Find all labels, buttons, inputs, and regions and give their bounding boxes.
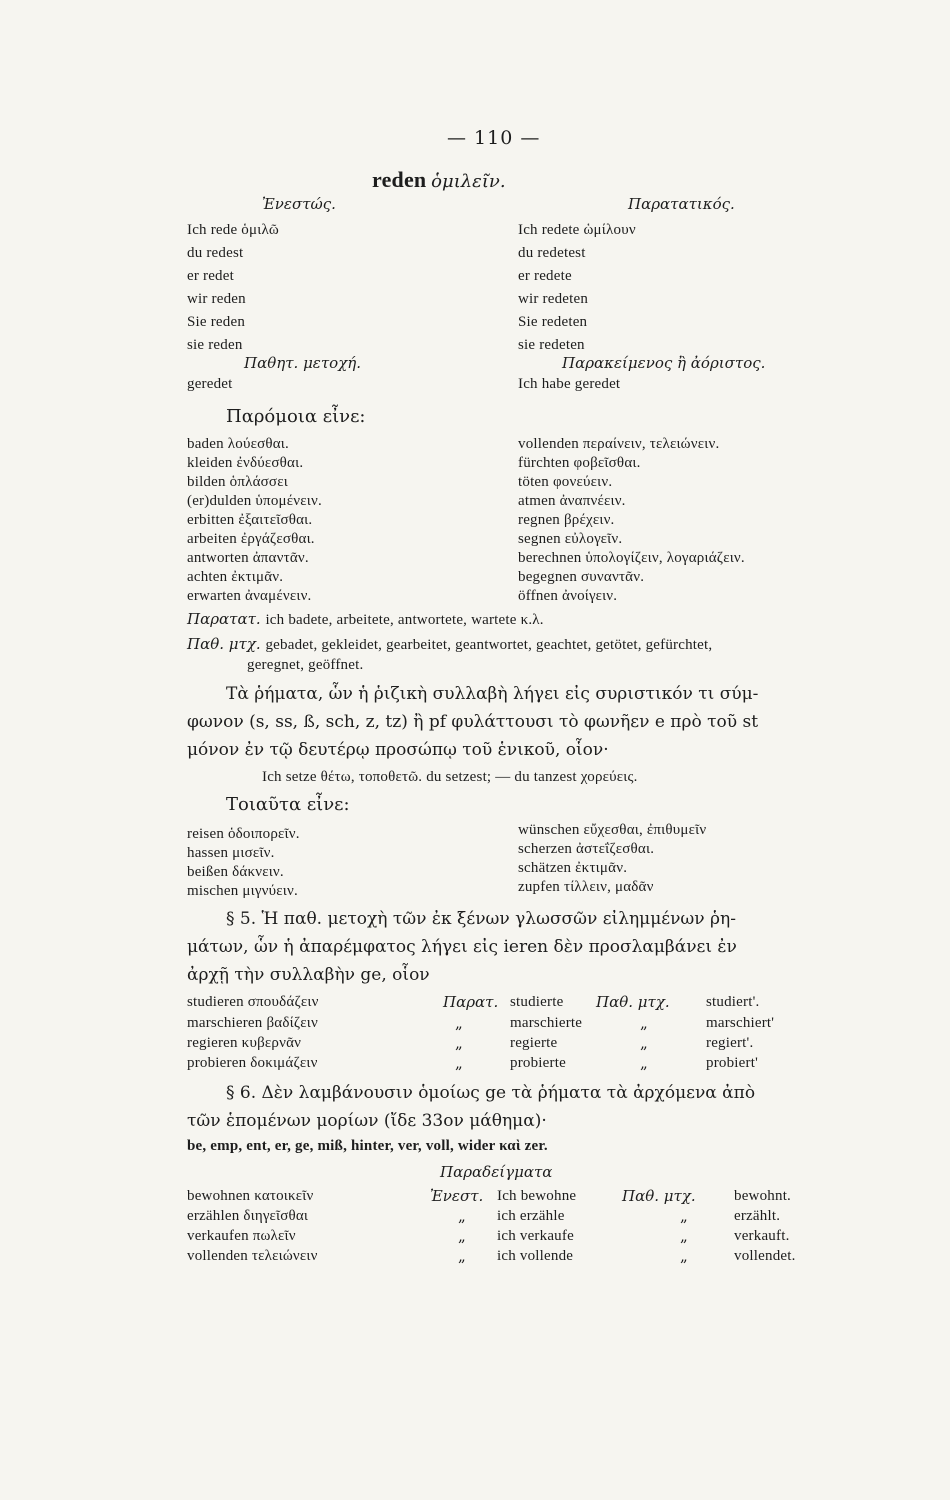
similar-left-item: (er)dulden ὑπομένειν.: [187, 493, 322, 509]
similar-right-item: atmen ἀναπνέειν.: [518, 493, 626, 509]
section5-imperf: studierte: [510, 994, 564, 1010]
section5-line: § 5. Ἡ παθ. μετοχὴ τῶν ἐκ ξένων γλωσσῶν εἰλημμένων ῥη-: [226, 909, 736, 929]
participle-line-continued: geregnet, geöffnet.: [247, 657, 364, 673]
ditto-mark: „: [640, 1014, 648, 1032]
rule-line: Τὰ ῥήματα, ὧν ἡ ῥιζικὴ συλλαβὴ λήγει εἰς συριστικόν τι σύμ-: [226, 684, 759, 704]
similar-right-item: segnen εὐλογεῖν.: [518, 531, 623, 547]
section6-line: τῶν ἑπομένων μορίων (ἴδε 33ον μάθημα)·: [187, 1111, 547, 1131]
ditto-mark: „: [458, 1207, 466, 1225]
present-row: wir reden: [187, 291, 246, 307]
similar-right-item: vollenden περαίνειν, τελειώνειν.: [518, 436, 720, 452]
section5-line: ἀρχῇ τὴν συλλαβὴν ge, οἷον: [187, 965, 430, 985]
such-left-item: mischen μιγνύειν.: [187, 883, 298, 899]
section5-line: μάτων, ὧν ἡ ἀπαρέμφατος λήγει εἰς ieren δὲν προσλαμβάνει ἐν: [187, 937, 737, 957]
rule-line: φωνον (s, ss, ß, sch, z, tz) ἢ pf φυλάττουσι τὸ φωνῆεν e πρὸ τοῦ st: [187, 712, 759, 732]
similar-heading: Παρόμοια εἶνε:: [226, 406, 366, 427]
ditto-mark: „: [455, 1014, 463, 1032]
similar-left-item: achten ἐκτιμᾶν.: [187, 569, 284, 585]
ditto-mark: „: [455, 1054, 463, 1072]
imperfect-heading: Παρατατικός.: [628, 195, 735, 213]
imperfect-line: [187, 609, 544, 630]
similar-right-item: öffnen ἀνοίγειν.: [518, 588, 618, 604]
such-heading: Τοιαῦτα εἶνε:: [226, 794, 350, 815]
section5-imperf: marschierte: [510, 1015, 583, 1031]
ditto-mark: „: [680, 1227, 688, 1245]
section6-col-part: Παθ. μτχ.: [622, 1187, 696, 1205]
such-right-item: schätzen ἐκτιμᾶν.: [518, 860, 628, 876]
section6-part: vollendet.: [734, 1248, 796, 1264]
title-greek: ὁμιλεῖν.: [431, 171, 506, 192]
present-row: Ich rede ὁμιλῶ: [187, 222, 279, 238]
similar-left-item: erbitten ἐξαιτεῖσθαι.: [187, 512, 313, 528]
section5-inf: studieren σπουδάζειν: [187, 994, 319, 1010]
section5-part: studiert'.: [706, 994, 760, 1010]
perfect-value: Ich habe geredet: [518, 376, 621, 392]
similar-left-item: erwarten ἀναμένειν.: [187, 588, 312, 604]
such-left-item: reisen ὁδοιπορεῖν.: [187, 826, 300, 842]
similar-right-item: regnen βρέχειν.: [518, 512, 615, 528]
similar-right-item: töten φονεύειν.: [518, 474, 613, 490]
section6-inf: vollenden τελειώνειν: [187, 1248, 318, 1264]
example-line: Ich setze θέτω, τοποθετῶ. du setzest; — du tanzest χορεύεις.: [262, 769, 638, 785]
imperfect-row: er redete: [518, 268, 572, 284]
similar-right-item: fürchten φοβεῖσθαι.: [518, 455, 641, 471]
similar-left-item: kleiden ἐνδύεσθαι.: [187, 455, 304, 471]
imperfect-row: wir redeten: [518, 291, 589, 307]
ditto-mark: „: [458, 1247, 466, 1265]
perfect-heading: Παρακείμενος ἢ ἀόριστος.: [562, 354, 766, 372]
section5-imperf: regierte: [510, 1035, 558, 1051]
section5-part: regiert'.: [706, 1035, 754, 1051]
imperfect-row: Sie redeten: [518, 314, 588, 330]
section5-part: marschiert': [706, 1015, 775, 1031]
ditto-mark: „: [680, 1247, 688, 1265]
rule-line: μόνον ἐν τῷ δευτέρῳ προσώπῳ τοῦ ἑνικοῦ, οἷον·: [187, 740, 609, 760]
section5-inf: regieren κυβερνᾶν: [187, 1035, 302, 1051]
ditto-mark: „: [640, 1034, 648, 1052]
participle-line-text: gebadet, gekleidet, gearbeitet, geantwortet, geachtet, getötet, gefürchtet,: [265, 637, 713, 653]
present-row: du redest: [187, 245, 244, 261]
section6-prefixes: be, emp, ent, er, ge, miß, hinter, ver, voll, wider καὶ zer.: [187, 1138, 548, 1154]
section6-present: ich vollende: [497, 1248, 574, 1264]
section5-part: probiert': [706, 1055, 758, 1071]
ditto-mark: „: [640, 1054, 648, 1072]
such-right-item: scherzen ἀστεΐζεσθαι.: [518, 841, 655, 857]
section6-part: erzählt.: [734, 1208, 781, 1224]
imperfect-line-text: ich badete, arbeitete, antwortete, wartete κ.λ.: [265, 612, 544, 628]
section5-col-imperf: Παρατ.: [443, 993, 499, 1011]
similar-right-item: berechnen ὑπολογίζειν, λογαριάζειν.: [518, 550, 745, 566]
similar-left-item: antworten ἀπαντᾶν.: [187, 550, 309, 566]
present-row: sie reden: [187, 337, 243, 353]
section6-part: bewohnt.: [734, 1188, 792, 1204]
participle-line-label: Παθ. μτχ.: [187, 635, 261, 653]
section6-part: verkauft.: [734, 1228, 790, 1244]
ditto-mark: „: [458, 1227, 466, 1245]
similar-left-item: arbeiten ἐργάζεσθαι.: [187, 531, 315, 547]
similar-right-item: begegnen συναντᾶν.: [518, 569, 645, 585]
similar-left-item: bilden ὁπλάσσει: [187, 474, 288, 490]
section6-present: ich verkaufe: [497, 1228, 574, 1244]
imperfect-row: du redetest: [518, 245, 586, 261]
imperfect-line-label: Παρατατ.: [187, 610, 261, 628]
title-german: reden: [372, 167, 427, 192]
section6-line: § 6. Δὲν λαμβάνουσιν ὁμοίως ge τὰ ῥήματα τὰ ἀρχόμενα ἀπὸ: [226, 1083, 756, 1103]
present-row: er redet: [187, 268, 234, 284]
such-left-item: hassen μισεῖν.: [187, 845, 275, 861]
section5-col-part: Παθ. μτχ.: [596, 993, 670, 1011]
section6-present: ich erzähle: [497, 1208, 565, 1224]
section6-inf: verkaufen πωλεῖν: [187, 1228, 296, 1244]
section5-inf: probieren δοκιμάζειν: [187, 1055, 318, 1071]
section6-col-present: Ἐνεστ.: [430, 1187, 484, 1205]
section6-inf: bewohnen κατοικεῖν: [187, 1188, 314, 1204]
ditto-mark: „: [680, 1207, 688, 1225]
such-left-item: beißen δάκνειν.: [187, 864, 284, 880]
section5-imperf: probierte: [510, 1055, 566, 1071]
imperfect-row: sie redeten: [518, 337, 585, 353]
page-title: [372, 167, 506, 192]
section6-present: Ich bewohne: [497, 1188, 577, 1204]
section6-inf: erzählen διηγεῖσθαι: [187, 1208, 309, 1224]
page-number: — 110 —: [447, 127, 541, 149]
such-right-item: zupfen τίλλειν, μαδᾶν: [518, 879, 654, 895]
ditto-mark: „: [455, 1034, 463, 1052]
present-row: Sie reden: [187, 314, 246, 330]
participle-heading: Παθητ. μετοχή.: [244, 354, 362, 372]
participle-line: [187, 634, 712, 655]
examples-heading: Παραδείγματα: [440, 1163, 553, 1181]
participle-value: geredet: [187, 376, 233, 392]
such-right-item: wünschen εὔχεσθαι, ἐπιθυμεῖν: [518, 822, 707, 838]
section5-inf: marschieren βαδίζειν: [187, 1015, 318, 1031]
similar-left-item: baden λούεσθαι.: [187, 436, 289, 452]
imperfect-row: Ich redete ὡμίλουν: [518, 222, 636, 238]
present-heading: Ἐνεστώς.: [262, 195, 336, 213]
